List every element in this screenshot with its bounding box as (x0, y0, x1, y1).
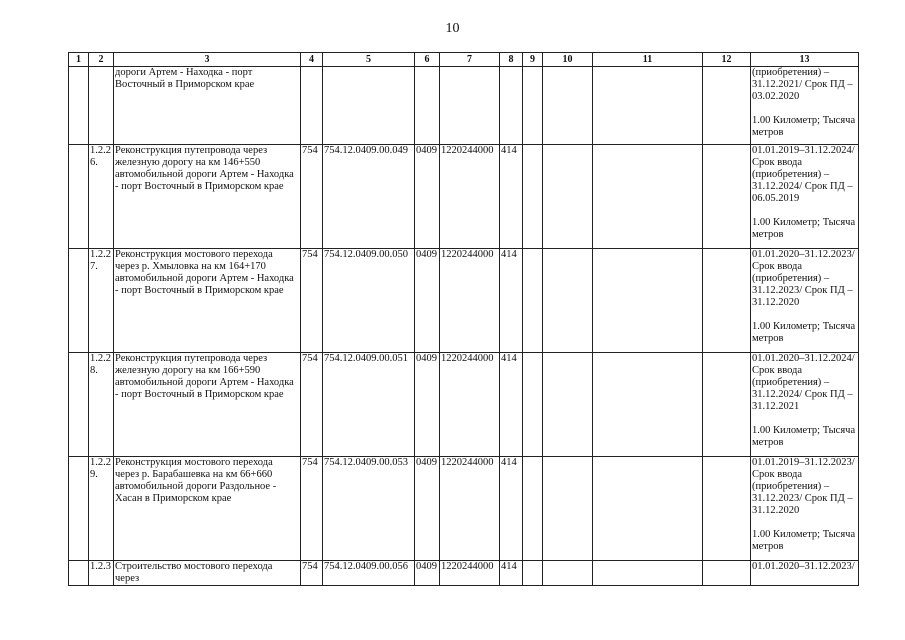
deadline-cell (751, 457, 859, 561)
capacity-text: 1.00 Километр; Тысяча метров (752, 529, 856, 552)
code-col6: 0409 (415, 145, 440, 249)
cell-col1 (69, 249, 89, 353)
column-header: 1 (69, 53, 89, 67)
code-col5: 754.12.0409.00.053 (323, 457, 415, 561)
code-col7: 1220244000 (440, 457, 500, 561)
cell-col1 (69, 457, 89, 561)
cell-col9 (523, 457, 543, 561)
code-col8 (500, 67, 523, 145)
cell-col12 (703, 457, 751, 561)
column-header: 10 (543, 53, 593, 67)
column-header: 3 (114, 53, 301, 67)
row-number: 1.2.3 (89, 561, 114, 586)
cell-col1 (69, 67, 89, 145)
cell-col12 (703, 249, 751, 353)
dates-text: 01.01.2019–31.12.2023/ Срок ввода (приобретения) – 31.12.2023/ Срок ПД – 31.12.2020 (752, 457, 855, 516)
code-col8: 414 (500, 353, 523, 457)
cell-col1 (69, 561, 89, 586)
code-col5: 754.12.0409.00.051 (323, 353, 415, 457)
column-header: 12 (703, 53, 751, 67)
column-header: 11 (593, 53, 703, 67)
cell-col10 (543, 249, 593, 353)
deadline-cell (751, 353, 859, 457)
column-header: 2 (89, 53, 114, 67)
row-number (89, 67, 114, 145)
row-number: 1.2.2 6. (89, 145, 114, 249)
code-col7 (440, 67, 500, 145)
cell-col10 (543, 67, 593, 145)
dates-text: 01.01.2019–31.12.2024/ Срок ввода (приобретения) – 31.12.2024/ Срок ПД – 06.05.2019 (752, 145, 855, 204)
table-row (69, 353, 859, 457)
code-col7: 1220244000 (440, 145, 500, 249)
code-col5 (323, 67, 415, 145)
code-col4: 754 (301, 561, 323, 586)
cell-col1 (69, 353, 89, 457)
code-col8: 414 (500, 249, 523, 353)
column-header: 13 (751, 53, 859, 67)
cell-col10 (543, 353, 593, 457)
table-row (69, 249, 859, 353)
object-name: Строительство мостового перехода через (114, 561, 301, 586)
code-col4: 754 (301, 145, 323, 249)
dates-text: 01.01.2020–31.12.2023/ Срок ввода (приобретения) – 31.12.2023/ Срок ПД – 31.12.2020 (752, 249, 855, 308)
page-number: 10 (445, 21, 460, 36)
code-col6: 0409 (415, 457, 440, 561)
deadline-cell (751, 67, 859, 145)
cell-col9 (523, 561, 543, 586)
column-header: 7 (440, 53, 500, 67)
code-col6: 0409 (415, 249, 440, 353)
capacity-text: 1.00 Километр; Тысяча метров (752, 321, 856, 344)
code-col7: 1220244000 (440, 561, 500, 586)
code-col8: 414 (500, 145, 523, 249)
cell-col10 (543, 561, 593, 586)
cell-col9 (523, 67, 543, 145)
code-col6 (415, 67, 440, 145)
cell-col11 (593, 249, 703, 353)
object-name: дороги Артем - Находка - порт Восточный в Приморском крае (114, 67, 301, 145)
code-col8: 414 (500, 561, 523, 586)
row-number: 1.2.2 8. (89, 353, 114, 457)
investment-table (68, 52, 859, 586)
code-col7: 1220244000 (440, 353, 500, 457)
cell-col12 (703, 67, 751, 145)
dates-text: 01.01.2020–31.12.2024/ Срок ввода (приобретения) – 31.12.2024/ Срок ПД – 31.12.2021 (752, 353, 855, 412)
code-col5: 754.12.0409.00.050 (323, 249, 415, 353)
code-col4: 754 (301, 249, 323, 353)
column-header: 6 (415, 53, 440, 67)
cell-col9 (523, 145, 543, 249)
column-header: 9 (523, 53, 543, 67)
deadline-cell (751, 249, 859, 353)
column-header: 4 (301, 53, 323, 67)
capacity-text: 1.00 Километр; Тысяча метров (752, 217, 856, 240)
capacity-text: 1.00 Километр; Тысяча метров (752, 425, 856, 448)
code-col8: 414 (500, 457, 523, 561)
object-name: Реконструкция путепровода через железную дорогу на км 166+590 автомобильной дороги Артем - Находка - порт Восточный в Приморском крае (114, 353, 301, 457)
table-row (69, 561, 859, 586)
code-col7: 1220244000 (440, 249, 500, 353)
column-header: 8 (500, 53, 523, 67)
table-row (69, 145, 859, 249)
cell-col11 (593, 67, 703, 145)
dates-text: 01.01.2020–31.12.2023/ (752, 561, 855, 572)
code-col4 (301, 67, 323, 145)
cell-col11 (593, 145, 703, 249)
row-number: 1.2.2 7. (89, 249, 114, 353)
cell-col12 (703, 145, 751, 249)
table-header-row (69, 53, 859, 67)
code-col6: 0409 (415, 353, 440, 457)
cell-col1 (69, 145, 89, 249)
row-number: 1.2.2 9. (89, 457, 114, 561)
cell-col12 (703, 561, 751, 586)
cell-col9 (523, 353, 543, 457)
object-name: Реконструкция мостового перехода через р. Барабашевка на км 66+660 автомобильной дороги Раздольное - Хасан в Приморском крае (114, 457, 301, 561)
cell-col12 (703, 353, 751, 457)
code-col5: 754.12.0409.00.056 (323, 561, 415, 586)
code-col6: 0409 (415, 561, 440, 586)
deadline-cell (751, 145, 859, 249)
object-name: Реконструкция путепровода через железную дорогу на км 146+550 автомобильной дороги Артем - Находка - порт Восточный в Приморском крае (114, 145, 301, 249)
cell-col9 (523, 249, 543, 353)
cell-col11 (593, 561, 703, 586)
dates-text: (приобретения) – 31.12.2021/ Срок ПД – 03.02.2020 (752, 67, 853, 102)
cell-col11 (593, 457, 703, 561)
capacity-text: 1.00 Километр; Тысяча метров (752, 115, 856, 138)
code-col5: 754.12.0409.00.049 (323, 145, 415, 249)
cell-col10 (543, 145, 593, 249)
object-name: Реконструкция мостового перехода через р. Хмыловка на км 164+170 автомобильной дороги Артем - Находка - порт Восточный в Приморском крае (114, 249, 301, 353)
table-row (69, 457, 859, 561)
code-col4: 754 (301, 457, 323, 561)
column-header: 5 (323, 53, 415, 67)
cell-col10 (543, 457, 593, 561)
cell-col11 (593, 353, 703, 457)
deadline-cell (751, 561, 859, 586)
code-col4: 754 (301, 353, 323, 457)
table-row (69, 67, 859, 145)
